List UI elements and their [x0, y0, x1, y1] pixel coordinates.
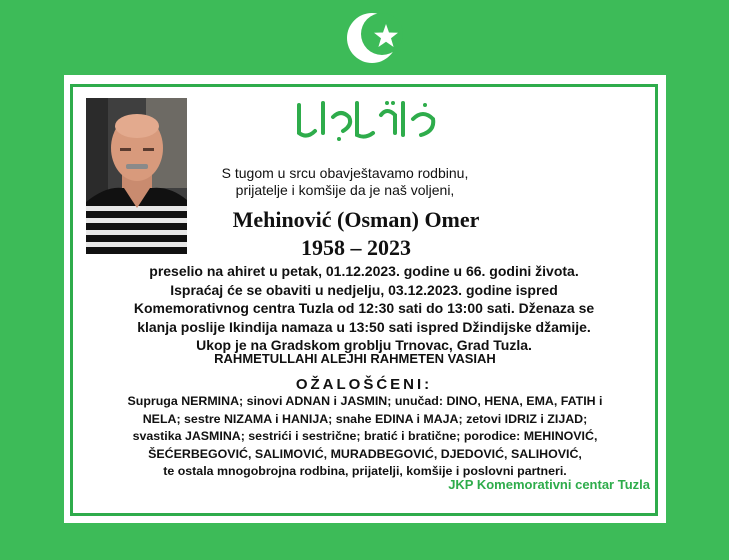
mourners-line: svastika JASMINA; sestrići i sestrične; bratić i bratične; porodice: MEHINOVIĆ, — [132, 429, 598, 443]
notice-line: preselio na ahiret u petak, 01.12.2023. godine u 66. godini života. — [149, 263, 579, 279]
intro-text — [200, 165, 490, 199]
prayer-line: RAHMETULLAHI ALEJHI RAHMETEN VASIAH — [214, 351, 496, 366]
mourners-line: ŠEĆERBEGOVIĆ, SALIMOVIĆ, MURADBEGOVIĆ, DJEDOVIĆ, SALIHOVIĆ, — [148, 446, 582, 461]
mourners-heading: OŽALOŠĆENI: — [295, 376, 433, 393]
calligraphy-emblem — [293, 95, 439, 145]
mourners-line: Supruga NERMINA; sinovi ADNAN i JASMIN; unučad: DINO, HENA, EMA, FATIH i — [127, 394, 603, 408]
life-years: 1958 – 2023 — [301, 235, 411, 260]
deceased-name: Mehinović (Osman) Omer — [232, 207, 480, 232]
intro-line: prijatelje i komšije da je naš voljeni, — [235, 182, 455, 198]
notice-line: Komemorativnog centra Tuzla od 12:30 sati do 13:00 sati. Dženaza se — [133, 300, 595, 316]
mourners-line: NELA; sestre NIZAMA i HANIJA; snahe EDINA i MAJA; zetovi IDRIZ i ZIJAD; — [142, 411, 588, 426]
mourners-list — [78, 393, 652, 481]
publisher-signature: JKP Komemorativni centar Tuzla — [448, 477, 650, 492]
notice-line: Ispraćaj će se obaviti u nedjelju, 03.12.2023. godine ispred — [170, 281, 558, 298]
intro-line: S tugom u srcu obavještavamo rodbinu, — [221, 165, 469, 181]
funeral-notice — [84, 262, 644, 355]
crescent-star-icon — [346, 10, 410, 66]
notice-line: Ukop je na Gradskom groblju Trnovac, Grad Tuzla. — [196, 337, 532, 353]
portrait-photo — [86, 98, 187, 254]
notice-line: klanja poslije Ikindija namaza u 13:50 sati ispred Džindijske džamije. — [137, 318, 591, 335]
mourners-line: te ostala mnogobrojna rodbina, prijatelji, komšije i poslovni partneri. — [163, 464, 567, 478]
